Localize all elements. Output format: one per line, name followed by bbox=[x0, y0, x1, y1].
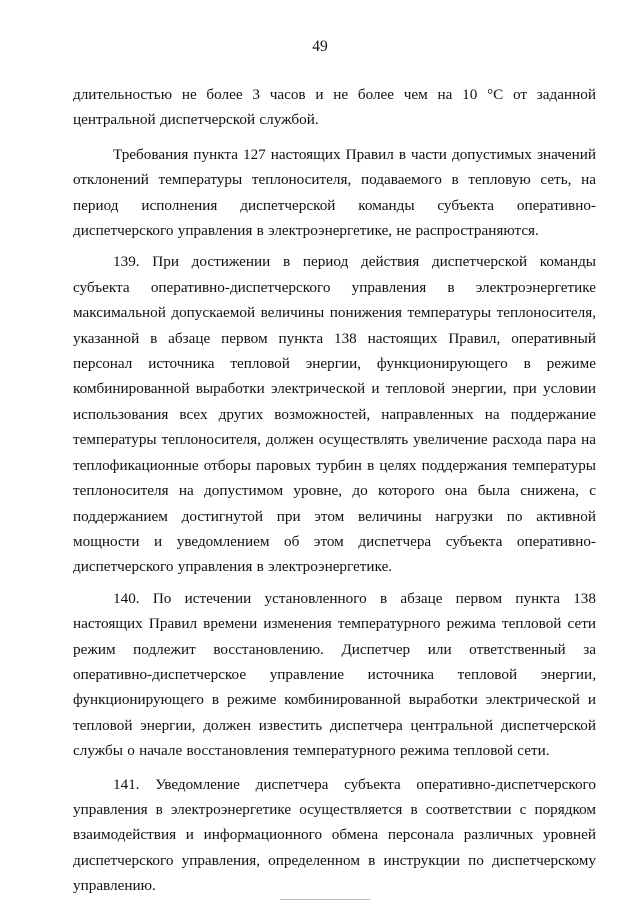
paragraph-item-141: 141. Уведомление диспетчера субъекта оперативно-диспетчерского управления в электроэнергетике осуществляется в соответствии с порядком взаимодействия и информационного обмена персонала различных уровней диспетчерского управления, определенном в инструкции по диспетчерскому управлению. bbox=[73, 775, 596, 895]
paragraph-continuation: длительностью не более 3 часов и не более чем на 10 °С от заданной центральной диспетчерской службой. bbox=[73, 86, 596, 129]
document-body bbox=[73, 82, 596, 908]
page-number: 49 bbox=[312, 38, 328, 55]
paragraph-requirements-127: Требования пункта 127 настоящих Правил в части допустимых значений отклонений температуры теплоносителя, подаваемого в тепловую сеть, на период исполнения диспетчерской команды субъекта оперативно-диспетчерского управления в электроэнергетике, не распространяются. bbox=[73, 145, 596, 240]
scan-edge-mark bbox=[280, 899, 370, 900]
paragraph-item-140: 140. По истечении установленного в абзаце первом пункта 138 настоящих Правил времени изменения температурного режима тепловой сети режим подлежит восстановлению. Диспетчер или ответственный за оперативно-диспетчерское управление источника тепловой энергии, функционирующего в режиме комбинированной выработки электрической и тепловой энергии, должен известить диспетчера центральной диспетчерской службы о начале восстановления температурного режима тепловой сети. bbox=[73, 589, 596, 760]
paragraph-item-139: 139. При достижении в период действия диспетчерской команды субъекта оперативно-диспетчерского управления в электроэнергетике максимальной допускаемой величины понижения температуры теплоносителя, указанной в абзаце первом пункта 138 настоящих Правил, оперативный персонал источника тепловой энергии, функционирующего в режиме комбинированной выработки электрической и тепловой энергии, при условии использования всех других возможностей, направленных на поддержание температуры теплоносителя, должен осуществлять увеличение расхода пара на теплофикационные отборы паровых турбин в целях поддержания температуры теплоносителя на допустимом уровне, до которого она была снижена, с поддержанием достигнутой при этом величины нагрузки по активной мощности и уведомлением об этом диспетчера субъекта оперативно-диспетчерского управления в электроэнергетике. bbox=[73, 253, 596, 576]
